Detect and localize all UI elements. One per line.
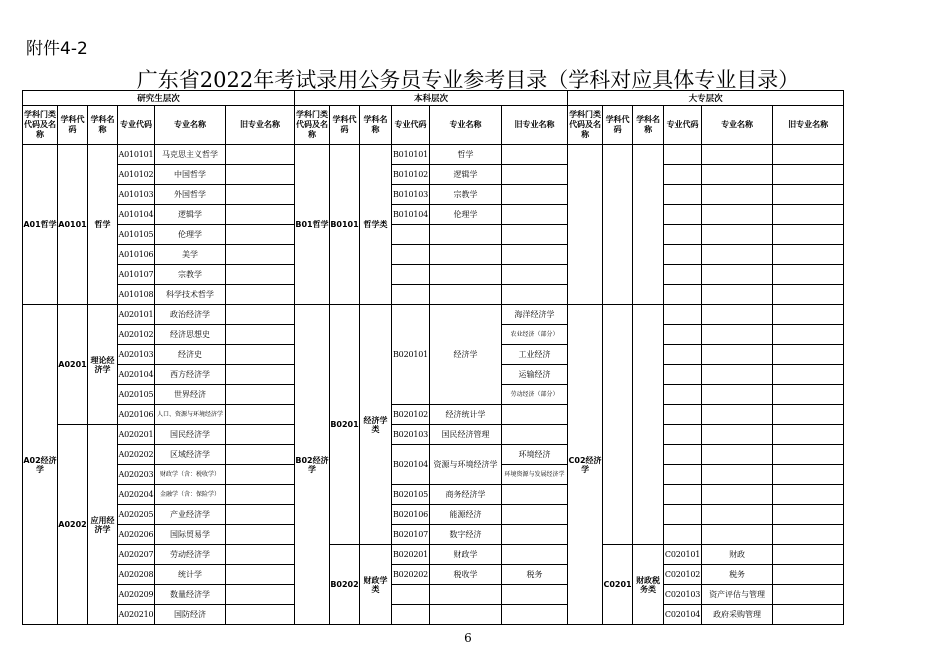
grad-discipline-code: A0202: [58, 425, 88, 625]
table-row: [23, 605, 844, 625]
grad-major-code: A020106: [118, 405, 155, 425]
assoc-old-name: [773, 265, 844, 285]
grad-major-name: 区域经济学: [155, 445, 226, 465]
column-header: 旧专业名称: [773, 106, 844, 145]
bach-old-name: [502, 205, 568, 225]
bach-major-code: [392, 605, 430, 625]
assoc-old-name: [773, 405, 844, 425]
table-row: [23, 525, 844, 545]
table-row: [23, 225, 844, 245]
assoc-major-name: [702, 425, 773, 445]
bach-discipline-name: 经济学类: [360, 305, 392, 545]
bach-old-name: [502, 225, 568, 245]
grad-major-code: A010103: [118, 185, 155, 205]
assoc-major-code: [664, 465, 702, 485]
grad-old-name: [226, 325, 295, 345]
bach-old-name: [502, 405, 568, 425]
assoc-old-name: [773, 505, 844, 525]
grad-level-header: 研究生层次: [23, 91, 295, 106]
assoc-old-name: [773, 245, 844, 265]
column-header: 学科代码: [603, 106, 633, 145]
assoc-major-name: [702, 345, 773, 365]
grad-major-code: A020207: [118, 545, 155, 565]
assoc-major-name: [702, 145, 773, 165]
assoc-major-code: [664, 265, 702, 285]
grad-old-name: [226, 485, 295, 505]
assoc-old-name: [773, 185, 844, 205]
bach-old-name: 税务: [502, 565, 568, 585]
assoc-old-name: [773, 165, 844, 185]
bach-major-code: [392, 285, 430, 305]
table-row: [23, 245, 844, 265]
grad-major-name: 西方经济学: [155, 365, 226, 385]
bach-major-name: 逻辑学: [430, 165, 502, 185]
grad-major-code: A020208: [118, 565, 155, 585]
assoc-old-name: [773, 205, 844, 225]
bach-major-code: B020106: [392, 505, 430, 525]
assoc-level-header: 大专层次: [568, 91, 844, 106]
grad-major-code: A010104: [118, 205, 155, 225]
column-header: 学科名称: [88, 106, 118, 145]
assoc-major-name: [702, 285, 773, 305]
assoc-discipline-name: [633, 305, 664, 545]
page-number: 6: [464, 631, 472, 645]
table-row: [23, 265, 844, 285]
assoc-old-name: [773, 605, 844, 625]
assoc-discipline-code: C0201: [603, 545, 633, 625]
assoc-old-name: [773, 545, 844, 565]
table-row: [23, 545, 844, 565]
grad-major-name: 经济思想史: [155, 325, 226, 345]
grad-old-name: [226, 305, 295, 325]
assoc-major-name: 资产评估与管理: [702, 585, 773, 605]
assoc-category-cell: C02经济学: [568, 305, 603, 625]
bach-major-code: B020103: [392, 425, 430, 445]
grad-old-name: [226, 245, 295, 265]
assoc-major-code: C020104: [664, 605, 702, 625]
grad-major-code: A020206: [118, 525, 155, 545]
assoc-old-name: [773, 305, 844, 325]
bach-major-code: B010104: [392, 205, 430, 225]
column-header: 专业名称: [702, 106, 773, 145]
grad-major-name: 逻辑学: [155, 205, 226, 225]
grad-old-name: [226, 525, 295, 545]
assoc-old-name: [773, 445, 844, 465]
grad-major-code: A020103: [118, 345, 155, 365]
grad-major-code: A010106: [118, 245, 155, 265]
table-row: [23, 185, 844, 205]
grad-major-name: 国民经济学: [155, 425, 226, 445]
assoc-major-code: C020101: [664, 545, 702, 565]
grad-old-name: [226, 585, 295, 605]
grad-major-name: 金融学（含：保险学）: [155, 485, 226, 505]
assoc-major-code: [664, 505, 702, 525]
assoc-major-name: 税务: [702, 565, 773, 585]
grad-major-code: A020205: [118, 505, 155, 525]
bach-old-name: [502, 505, 568, 525]
grad-major-code: A020210: [118, 605, 155, 625]
grad-major-name: 人口、资源与环境经济学: [155, 405, 226, 425]
assoc-old-name: [773, 525, 844, 545]
bach-major-name: 经济统计学: [430, 405, 502, 425]
grad-old-name: [226, 565, 295, 585]
grad-major-name: 劳动经济学: [155, 545, 226, 565]
assoc-old-name: [773, 345, 844, 365]
assoc-major-code: [664, 525, 702, 545]
bach-old-name: 环境资源与发展经济学: [502, 465, 568, 485]
grad-major-name: 宗教学: [155, 265, 226, 285]
bach-major-code: [392, 585, 430, 605]
assoc-discipline-name: 财政税务类: [633, 545, 664, 625]
bach-major-name: [430, 605, 502, 625]
grad-major-name: 伦理学: [155, 225, 226, 245]
grad-major-code: A020203: [118, 465, 155, 485]
column-header: 专业名称: [155, 106, 226, 145]
bach-old-name: 运输经济: [502, 365, 568, 385]
assoc-major-name: [702, 245, 773, 265]
bach-old-name: [502, 525, 568, 545]
assoc-major-name: [702, 485, 773, 505]
grad-old-name: [226, 465, 295, 485]
bach-major-name: 财政学: [430, 545, 502, 565]
table-row: [23, 205, 844, 225]
table-row: [23, 485, 844, 505]
assoc-major-code: [664, 405, 702, 425]
grad-category-cell: A02经济学: [23, 305, 58, 625]
table-row: [23, 425, 844, 445]
bach-level-header: 本科层次: [295, 91, 568, 106]
assoc-major-code: [664, 225, 702, 245]
grad-major-code: A020104: [118, 365, 155, 385]
column-header: 学科代码: [330, 106, 360, 145]
grad-major-name: 外国哲学: [155, 185, 226, 205]
bach-old-name: [502, 245, 568, 265]
assoc-major-code: [664, 385, 702, 405]
assoc-major-name: [702, 325, 773, 345]
assoc-major-name: [702, 185, 773, 205]
assoc-major-code: C020103: [664, 585, 702, 605]
table-row: [23, 305, 844, 325]
bach-old-name: [502, 285, 568, 305]
grad-major-code: A020201: [118, 425, 155, 445]
grad-major-name: 产业经济学: [155, 505, 226, 525]
grad-major-code: A020102: [118, 325, 155, 345]
bach-major-name: [430, 245, 502, 265]
bach-major-name: 哲学: [430, 145, 502, 165]
bach-major-code: B020107: [392, 525, 430, 545]
assoc-discipline-code: [603, 145, 633, 305]
bach-old-name: [502, 165, 568, 185]
bach-category-cell: B01哲学: [295, 145, 330, 305]
grad-discipline-code: A0201: [58, 305, 88, 425]
grad-old-name: [226, 385, 295, 405]
table-row: [23, 285, 844, 305]
table-row: [23, 585, 844, 605]
bach-major-code: B020104: [392, 445, 430, 485]
bach-major-name: [430, 585, 502, 605]
grad-major-code: A020105: [118, 385, 155, 405]
assoc-major-code: [664, 145, 702, 165]
assoc-major-name: [702, 305, 773, 325]
grad-old-name: [226, 505, 295, 525]
assoc-major-code: [664, 365, 702, 385]
bach-major-name: 宗教学: [430, 185, 502, 205]
assoc-discipline-code: [603, 305, 633, 545]
grad-major-name: 中国哲学: [155, 165, 226, 185]
grad-old-name: [226, 205, 295, 225]
assoc-old-name: [773, 325, 844, 345]
assoc-major-code: [664, 325, 702, 345]
bach-major-code: B020202: [392, 565, 430, 585]
bach-major-code: B020102: [392, 405, 430, 425]
column-header: 旧专业名称: [226, 106, 295, 145]
assoc-major-name: [702, 445, 773, 465]
bach-major-name: 商务经济学: [430, 485, 502, 505]
bach-major-code: B020101: [392, 305, 430, 405]
assoc-major-name: 政府采购管理: [702, 605, 773, 625]
grad-old-name: [226, 445, 295, 465]
bach-major-code: B010103: [392, 185, 430, 205]
grad-major-name: 国防经济: [155, 605, 226, 625]
bach-discipline-name: 哲学类: [360, 145, 392, 305]
assoc-major-name: [702, 225, 773, 245]
assoc-major-name: [702, 505, 773, 525]
bach-major-code: [392, 225, 430, 245]
bach-major-name: [430, 265, 502, 285]
grad-discipline-name: 应用经济学: [88, 425, 118, 625]
bach-discipline-code: B0201: [330, 305, 360, 545]
bach-discipline-code: B0202: [330, 545, 360, 625]
assoc-major-name: [702, 525, 773, 545]
grad-old-name: [226, 545, 295, 565]
bach-discipline-name: 财政学类: [360, 545, 392, 625]
grad-category-cell: A01哲学: [23, 145, 58, 305]
bach-old-name: [502, 185, 568, 205]
grad-major-name: 数量经济学: [155, 585, 226, 605]
column-header: 专业名称: [430, 106, 502, 145]
bach-major-code: B010101: [392, 145, 430, 165]
grad-major-code: A020202: [118, 445, 155, 465]
column-header-row: [23, 106, 844, 145]
bach-old-name: [502, 545, 568, 565]
bach-major-name: 经济学: [430, 305, 502, 405]
grad-old-name: [226, 425, 295, 445]
bach-old-name: 环境经济: [502, 445, 568, 465]
assoc-major-name: [702, 165, 773, 185]
assoc-category-cell: [568, 145, 603, 305]
column-header: 学科名称: [360, 106, 392, 145]
assoc-major-name: [702, 205, 773, 225]
table-row: [23, 405, 844, 425]
bach-major-code: B020201: [392, 545, 430, 565]
grad-old-name: [226, 225, 295, 245]
bach-old-name: 劳动经济（部分）: [502, 385, 568, 405]
assoc-major-name: [702, 265, 773, 285]
assoc-major-name: [702, 405, 773, 425]
bach-major-name: 能源经济: [430, 505, 502, 525]
table-row: [23, 445, 844, 465]
grad-major-name: 科学技术哲学: [155, 285, 226, 305]
grad-major-code: A020209: [118, 585, 155, 605]
grad-major-code: A020204: [118, 485, 155, 505]
bach-old-name: 海洋经济学: [502, 305, 568, 325]
bach-major-name: 伦理学: [430, 205, 502, 225]
table-row: [23, 505, 844, 525]
bach-old-name: [502, 145, 568, 165]
grad-old-name: [226, 265, 295, 285]
page-title: 广东省2022年考试录用公务员专业参考目录（学科对应具体专业目录）: [136, 68, 800, 92]
assoc-discipline-name: [633, 145, 664, 305]
table-row: [23, 145, 844, 165]
column-header: 专业代码: [664, 106, 702, 145]
assoc-old-name: [773, 145, 844, 165]
bach-major-name: 国民经济管理: [430, 425, 502, 445]
assoc-old-name: [773, 585, 844, 605]
assoc-old-name: [773, 465, 844, 485]
assoc-major-name: [702, 385, 773, 405]
assoc-major-code: C020102: [664, 565, 702, 585]
grad-discipline-name: 哲学: [88, 145, 118, 305]
assoc-major-code: [664, 245, 702, 265]
assoc-major-name: 财政: [702, 545, 773, 565]
assoc-old-name: [773, 365, 844, 385]
grad-major-name: 统计学: [155, 565, 226, 585]
bach-category-cell: B02经济学: [295, 305, 330, 625]
assoc-old-name: [773, 385, 844, 405]
grad-major-code: A010102: [118, 165, 155, 185]
table-row: [23, 165, 844, 185]
grad-old-name: [226, 405, 295, 425]
major-catalog-table: [22, 90, 844, 625]
column-header: 学科代码: [58, 106, 88, 145]
column-header: 学科门类代码及名称: [568, 106, 603, 145]
bach-major-name: [430, 285, 502, 305]
grad-major-name: 经济史: [155, 345, 226, 365]
bach-major-name: 税收学: [430, 565, 502, 585]
grad-old-name: [226, 285, 295, 305]
assoc-major-code: [664, 205, 702, 225]
column-header: 学科门类代码及名称: [23, 106, 58, 145]
bach-major-name: 数字经济: [430, 525, 502, 545]
bach-major-code: [392, 265, 430, 285]
grad-old-name: [226, 145, 295, 165]
grad-discipline-code: A0101: [58, 145, 88, 305]
bach-old-name: 农业经济（部分）: [502, 325, 568, 345]
bach-old-name: [502, 605, 568, 625]
grad-old-name: [226, 345, 295, 365]
column-header: 学科名称: [633, 106, 664, 145]
assoc-major-code: [664, 185, 702, 205]
bach-old-name: [502, 425, 568, 445]
grad-old-name: [226, 185, 295, 205]
column-header: 专业代码: [392, 106, 430, 145]
grad-major-name: 国际贸易学: [155, 525, 226, 545]
grad-old-name: [226, 605, 295, 625]
column-header: 专业代码: [118, 106, 155, 145]
grad-discipline-name: 理论经济学: [88, 305, 118, 425]
assoc-major-code: [664, 485, 702, 505]
grad-major-name: 世界经济: [155, 385, 226, 405]
grad-major-code: A010105: [118, 225, 155, 245]
grad-major-code: A010101: [118, 145, 155, 165]
grad-old-name: [226, 165, 295, 185]
bach-old-name: [502, 585, 568, 605]
assoc-major-code: [664, 445, 702, 465]
grad-major-name: 政治经济学: [155, 305, 226, 325]
assoc-old-name: [773, 425, 844, 445]
grad-major-name: 马克思主义哲学: [155, 145, 226, 165]
grad-major-code: A010107: [118, 265, 155, 285]
bach-old-name: [502, 265, 568, 285]
grad-major-name: 美学: [155, 245, 226, 265]
annex-label: 附件4-2: [26, 39, 88, 59]
level-row: [23, 91, 844, 106]
assoc-major-name: [702, 465, 773, 485]
bach-major-name: [430, 225, 502, 245]
assoc-major-code: [664, 345, 702, 365]
assoc-old-name: [773, 485, 844, 505]
assoc-major-code: [664, 425, 702, 445]
bach-major-code: B020105: [392, 485, 430, 505]
assoc-old-name: [773, 285, 844, 305]
bach-old-name: [502, 485, 568, 505]
assoc-major-code: [664, 305, 702, 325]
bach-old-name: 工业经济: [502, 345, 568, 365]
bach-discipline-code: B0101: [330, 145, 360, 305]
assoc-major-name: [702, 365, 773, 385]
assoc-old-name: [773, 565, 844, 585]
assoc-old-name: [773, 225, 844, 245]
assoc-major-code: [664, 285, 702, 305]
bach-major-code: [392, 245, 430, 265]
grad-major-code: A020101: [118, 305, 155, 325]
column-header: 学科门类代码及名称: [295, 106, 330, 145]
bach-major-name: 资源与环境经济学: [430, 445, 502, 485]
grad-major-code: A010108: [118, 285, 155, 305]
column-header: 旧专业名称: [502, 106, 568, 145]
bach-major-code: B010102: [392, 165, 430, 185]
table-row: [23, 565, 844, 585]
assoc-major-code: [664, 165, 702, 185]
grad-old-name: [226, 365, 295, 385]
grad-major-name: 财政学（含：税收学）: [155, 465, 226, 485]
